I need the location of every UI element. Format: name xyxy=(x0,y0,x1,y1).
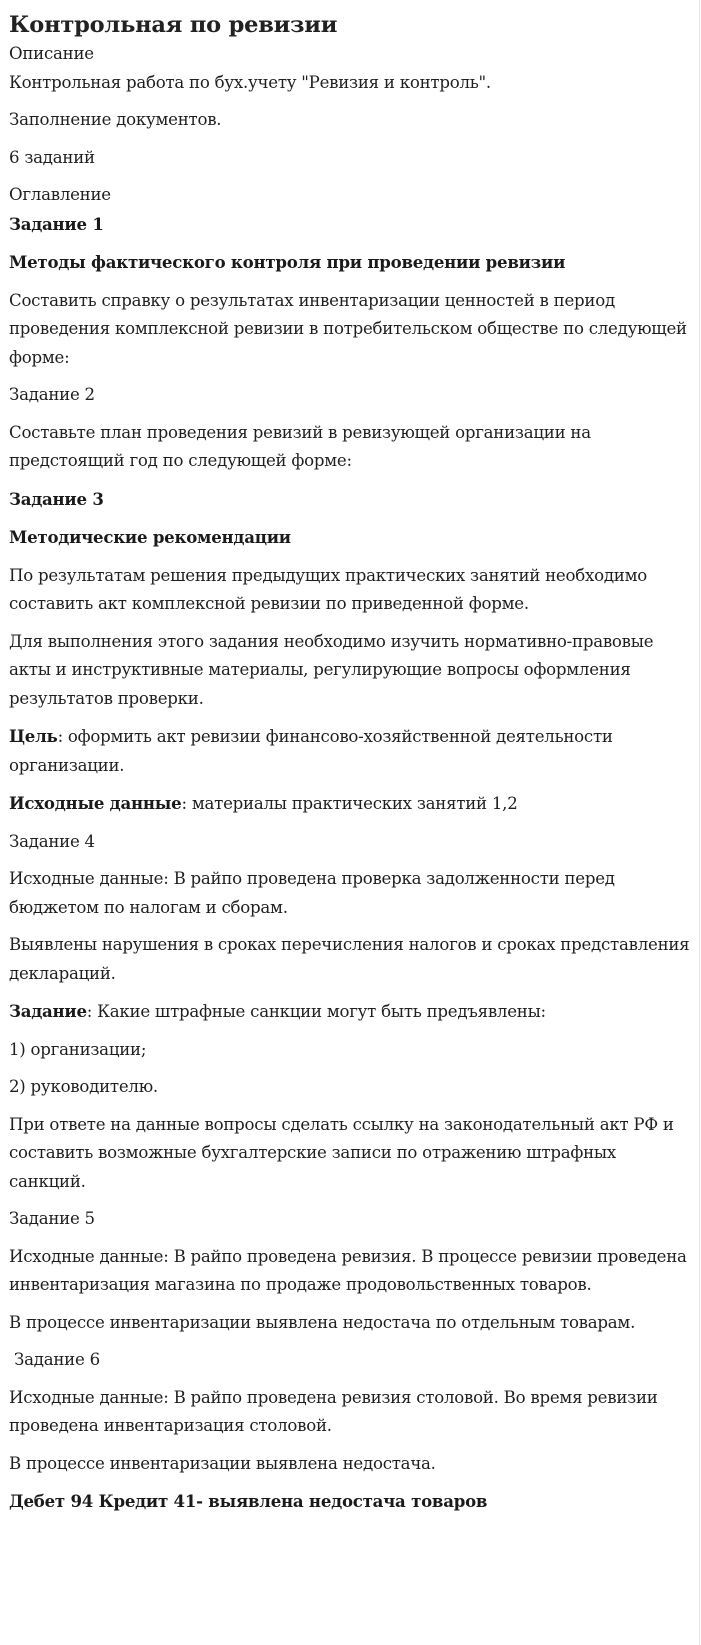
task4-list-item-2: 2) руководителю. xyxy=(9,1077,158,1096)
task3-paragraph-1: По результатам решения предыдущих практических занятий необходимо составить акт комплексной ревизии по приведенной форме. xyxy=(9,565,647,613)
task5-paragraph-2: В процессе инвентаризации выявлена недостача по отдельным товарам. xyxy=(9,1312,636,1332)
task6-accounting-entry-text: Дебет 94 Кредит 41- выявлена недостача товаров xyxy=(9,1491,488,1511)
task1-subheading-text: Методы фактического контроля при проведении ревизии xyxy=(9,252,566,272)
task4-heading: Задание 4 xyxy=(9,831,95,851)
task2-text: Составьте план проведения ревизий в ревизующей организации на предстоящий год по следующей форме: xyxy=(9,422,591,470)
task6-paragraph-2: В процессе инвентаризации выявлена недостача. xyxy=(9,1453,436,1473)
task4-paragraph-3: При ответе на данные вопросы сделать ссылку на законодательный акт РФ и составить возможные бухгалтерские записи по отражению штрафных санкций. xyxy=(9,1114,674,1191)
task6-paragraph-1: Исходные данные: В райпо проведена ревизия столовой. Во время ревизии проведена инвентаризация столовой. xyxy=(9,1387,658,1435)
task4-question xyxy=(9,997,693,1027)
description-text-2: Заполнение документов. xyxy=(9,110,222,129)
page-right-border xyxy=(699,0,700,1645)
task5-paragraph-1: Исходные данные: В райпо проведена ревизия. В процессе ревизии проведена инвентаризация магазина по продаже продовольственных товаров. xyxy=(9,1246,687,1294)
task1-subheading xyxy=(9,248,693,278)
task6-heading: Задание 6 xyxy=(9,1350,100,1369)
task3-heading xyxy=(9,485,693,515)
task4-paragraph-2: Выявлены нарушения в сроках перечисления налогов и сроках представления деклараций. xyxy=(9,935,690,983)
description-label: Описание xyxy=(9,44,94,63)
task3-subheading-text: Методические рекомендации xyxy=(9,527,291,547)
task1-text: Составить справку о результатах инвентаризации ценностей в период проведения комплексной ревизии в потребительском обществе по следующей форме: xyxy=(9,290,687,367)
task3-goal-text: : оформить акт ревизии финансово-хозяйственной деятельности организации. xyxy=(9,727,613,775)
task3-paragraph-2: Для выполнения этого задания необходимо изучить нормативно-правовые акты и инструктивные материалы, регулирующие вопросы оформления результатов проверки. xyxy=(9,631,654,708)
task1-heading xyxy=(9,210,693,240)
task5-heading: Задание 5 xyxy=(9,1209,95,1228)
task3-goal xyxy=(9,722,693,780)
description-text: Контрольная работа по бух.учету "Ревизия и контроль". xyxy=(9,72,491,92)
task4-list-item-1: 1) организации; xyxy=(9,1039,147,1059)
page-title: Контрольная по ревизии xyxy=(9,12,338,38)
task-count: 6 заданий xyxy=(9,147,95,167)
task4-paragraph-1: Исходные данные: В райпо проведена проверка задолженности перед бюджетом по налогам и сборам. xyxy=(9,869,615,917)
task3-heading-text: Задание 3 xyxy=(9,488,104,509)
task3-goal-label: Цель xyxy=(9,726,58,746)
task3-subheading xyxy=(9,523,693,553)
task4-question-label: Задание xyxy=(9,1001,87,1021)
task3-input-text: : материалы практических занятий 1,2 xyxy=(181,794,518,813)
task3-input-label: Исходные данные xyxy=(9,793,182,813)
toc-label: Оглавление xyxy=(9,185,111,204)
task2-heading: Задание 2 xyxy=(9,385,95,404)
document-body xyxy=(9,40,693,1517)
task1-heading-text: Задание 1 xyxy=(9,213,104,234)
task4-question-text: : Какие штрафные санкции могут быть предъявлены: xyxy=(86,1002,546,1021)
task6-accounting-entry xyxy=(9,1487,693,1517)
task3-input-data xyxy=(9,789,693,819)
